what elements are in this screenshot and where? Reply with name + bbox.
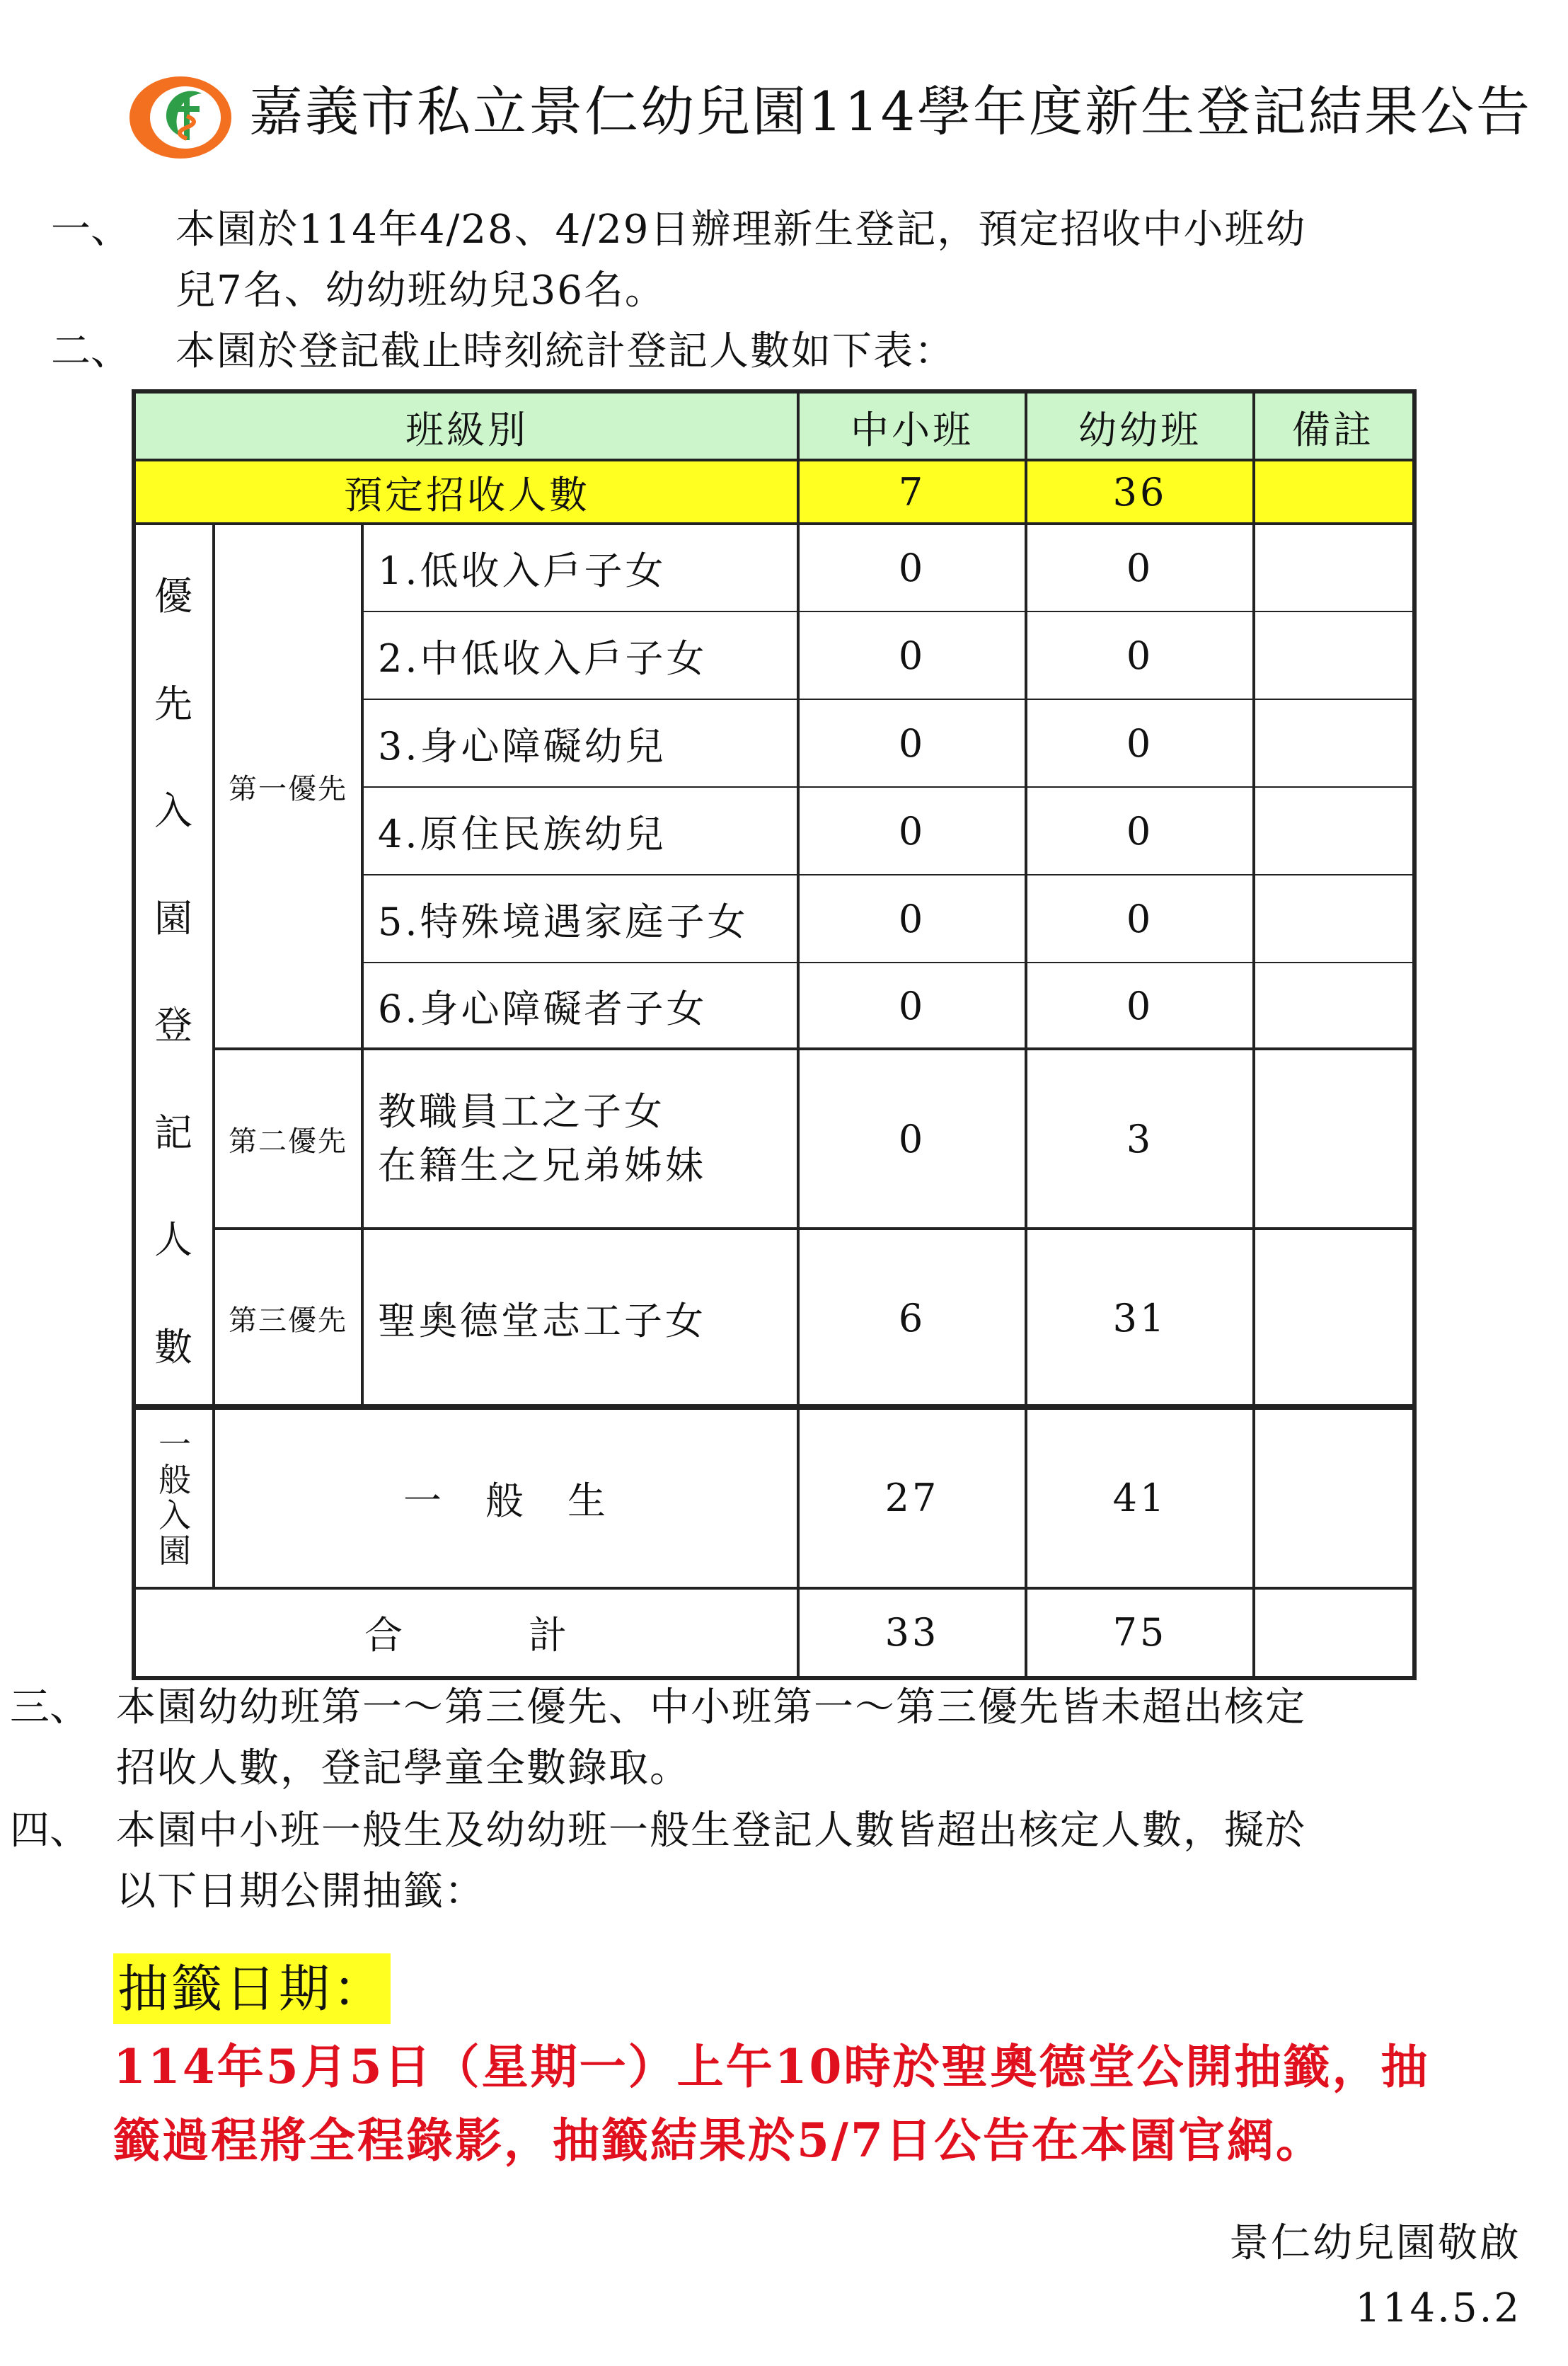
p2-mid: 0: [898, 1116, 926, 1161]
p1-row-5-name: 5.特殊境遇家庭子女: [378, 899, 749, 944]
section-3-number: 三、: [10, 1684, 89, 1730]
p1-row-4-young: 0: [1126, 808, 1154, 854]
section-1-line-1: 本園於114年4/28、4/29日辦理新生登記，預定招收中小班幼: [175, 207, 1307, 253]
p1-row-5-mid: 0: [898, 896, 926, 941]
header-young-class: 幼幼班: [1026, 394, 1254, 460]
table-rule: [214, 1047, 1412, 1050]
table-rule: [136, 459, 1412, 461]
p1-row-2-young: 0: [1126, 633, 1154, 678]
table-rule: [1252, 394, 1255, 1676]
table-rule: [136, 1404, 1412, 1410]
priority-label-char: 記: [154, 1110, 195, 1155]
p1-row-2-mid: 0: [898, 633, 926, 678]
priority-label-char: 登: [154, 1003, 195, 1048]
section-2-line-1: 本園於登記截止時刻統計登記人數如下表：: [175, 328, 955, 374]
priority-1-label: 第一優先: [229, 772, 347, 805]
p3-young: 31: [1112, 1295, 1168, 1340]
priority-group-label: [136, 524, 214, 1407]
table-rule: [212, 524, 215, 1588]
table-rule: [797, 394, 800, 1676]
general-label-char: 入: [158, 1496, 191, 1534]
total-label: 合 計: [364, 1612, 570, 1658]
p1-row-6-young: 0: [1126, 983, 1154, 1028]
p1-row-1-name: 1.低收入戶子女: [378, 548, 667, 593]
priority-label-char: 先: [154, 681, 195, 726]
header-note: 備註: [1254, 394, 1412, 460]
p2-name-line-2: 在籍生之兄弟姊妹: [378, 1143, 706, 1188]
signature-date: 114.5.2: [1355, 2285, 1521, 2331]
p1-row-4-name: 4.原住民族幼兒: [378, 811, 667, 856]
general-mid: 27: [884, 1475, 940, 1520]
p1-row-3-mid: 0: [898, 720, 926, 766]
p1-row-2-name: 2.中低收入戶子女: [378, 636, 708, 681]
p1-row-3-young: 0: [1126, 720, 1154, 766]
general-name: 一 般 生: [403, 1478, 609, 1523]
total-mid: 33: [884, 1609, 940, 1655]
general-label-char: 園: [158, 1532, 191, 1570]
p2-name: [362, 1049, 798, 1229]
p3-mid: 6: [898, 1295, 926, 1340]
general-group-label: [136, 1407, 214, 1588]
kindergarten-logo: [127, 74, 234, 161]
priority-label-char: 數: [154, 1324, 195, 1369]
p1-row-3-name: 3.身心障礙幼兒: [378, 723, 667, 769]
section-1-line-2: 兒7名、幼幼班幼兒36名。: [175, 268, 666, 314]
priority-3-label: 第三優先: [229, 1304, 347, 1337]
total-young: 75: [1112, 1609, 1168, 1655]
p1-row-5-young: 0: [1126, 896, 1154, 941]
lottery-detail-line-1: 114年5月5日（星期一）上午10時於聖奧德堂公開抽籤，抽: [113, 2039, 1430, 2094]
section-2-number: 二、: [51, 328, 130, 374]
lottery-date-label: 抽籤日期：: [113, 1953, 391, 2024]
general-young: 41: [1112, 1475, 1168, 1520]
table-rule: [136, 1587, 1412, 1590]
priority-label-char: 園: [154, 895, 195, 941]
table-rule: [136, 522, 1412, 525]
p1-row-4-mid: 0: [898, 808, 926, 854]
page-title: 嘉義市私立景仁幼兒園114學年度新生登記結果公告: [249, 80, 1533, 143]
p1-row-6-mid: 0: [898, 983, 926, 1028]
priority-label-char: 入: [154, 788, 195, 834]
table-rule: [214, 1227, 1412, 1230]
planned-note: [1254, 460, 1412, 524]
header-mid-class: 中小班: [798, 394, 1026, 460]
priority-label-char: 人: [154, 1217, 195, 1263]
section-4-line-2: 以下日期公開抽籤：: [116, 1868, 485, 1914]
priority-2-label: 第二優先: [229, 1125, 347, 1158]
section-4-line-1: 本園中小班一般生及幼幼班一般生登記人數皆超出核定人數，擬於: [116, 1808, 1306, 1854]
section-3-line-1: 本園幼幼班第一～第三優先、中小班第一～第三優先皆未超出核定: [116, 1684, 1306, 1730]
general-label-char: 般: [158, 1461, 191, 1499]
planned-label: 預定招收人數: [136, 460, 798, 524]
lottery-detail-line-2: 籤過程將全程錄影，抽籤結果於5/7日公告在本園官網。: [113, 2113, 1325, 2168]
p2-name-line-1: 教職員工之子女: [378, 1089, 665, 1134]
p3-name: 聖奧德堂志工子女: [378, 1298, 706, 1343]
p1-row-6-name: 6.身心障礙者子女: [378, 986, 708, 1031]
table-rule: [1025, 394, 1027, 1676]
header-class: 班級別: [136, 394, 798, 460]
section-3-line-2: 招收人數，登記學童全數錄取。: [116, 1745, 691, 1791]
section-4-number: 四、: [10, 1808, 89, 1854]
p2-young: 3: [1126, 1116, 1154, 1161]
registration-table: [132, 389, 1417, 1680]
section-1-number: 一、: [51, 207, 130, 253]
priority-label-char: 優: [154, 574, 195, 619]
planned-young: 36: [1026, 460, 1254, 524]
p1-row-1-mid: 0: [898, 545, 926, 590]
table-rule: [361, 524, 364, 1407]
signature-org: 景仁幼兒園敬啟: [1229, 2220, 1521, 2266]
planned-mid: 7: [798, 460, 1026, 524]
p1-row-1-young: 0: [1126, 545, 1154, 590]
general-label-char: 一: [158, 1425, 191, 1464]
